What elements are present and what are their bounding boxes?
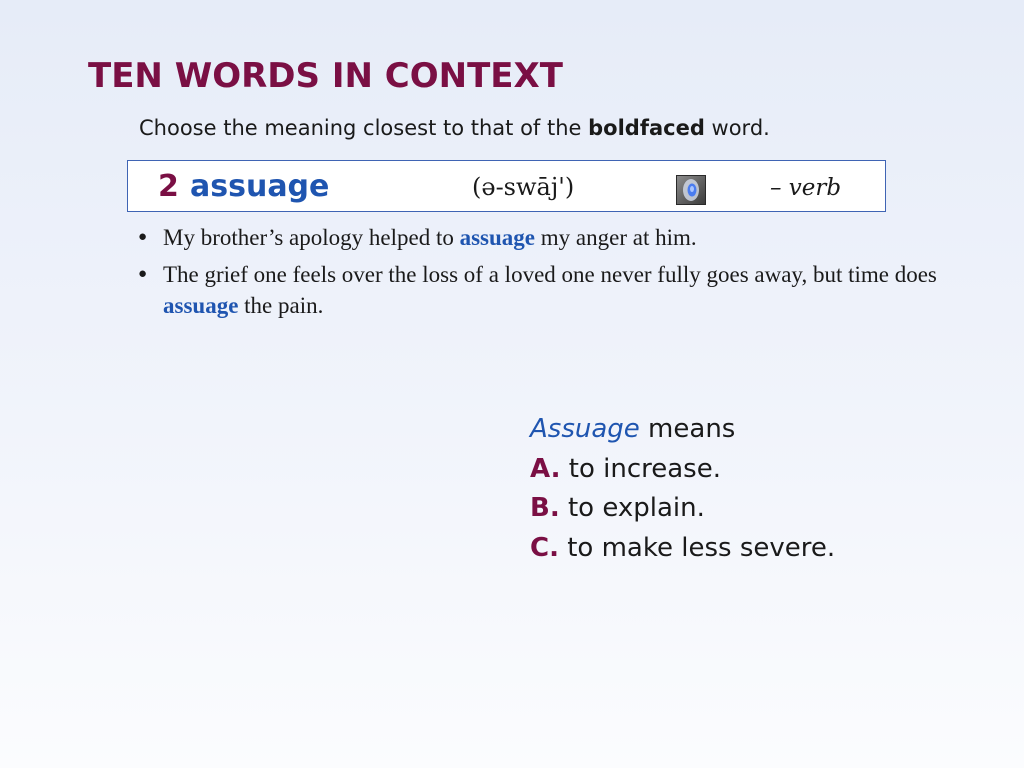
- instruction-before: Choose the meaning closest to that of the: [139, 116, 589, 140]
- example-keyword: assuage: [163, 293, 239, 318]
- option-letter: C.: [530, 532, 559, 563]
- word-entry-box: [127, 160, 886, 212]
- example-sentence: [138, 259, 938, 321]
- example-text-after: my anger at him.: [535, 225, 697, 250]
- option-letter: B.: [530, 493, 560, 523]
- instruction-bold: boldfaced: [588, 116, 705, 140]
- example-sentences: [138, 222, 938, 327]
- option-b[interactable]: [530, 489, 835, 529]
- example-sentence: [138, 222, 938, 253]
- vocabulary-word: assuage: [190, 169, 330, 204]
- bullet-icon: ●: [138, 266, 148, 282]
- bullet-icon: ●: [138, 229, 148, 245]
- option-c[interactable]: [530, 529, 835, 569]
- example-text-before: The grief one feels over the loss of a loved one never fully goes away, but time does: [163, 262, 937, 287]
- pronunciation: (ə-swāj'): [472, 173, 575, 201]
- option-text: to increase.: [560, 453, 721, 484]
- option-a[interactable]: [530, 450, 835, 490]
- question-stem: [530, 410, 835, 450]
- question-term: Assuage: [530, 414, 640, 444]
- example-text-after: the pain.: [238, 293, 324, 318]
- word-number: 2: [158, 169, 179, 204]
- speaker-icon[interactable]: [676, 175, 706, 205]
- example-keyword: assuage: [459, 225, 536, 250]
- option-text: to explain.: [559, 493, 705, 523]
- instruction-after: word.: [704, 116, 770, 140]
- speaker-icon-graphic: [677, 176, 705, 204]
- part-of-speech: – verb: [770, 175, 842, 201]
- question-stem-text: means: [639, 414, 736, 444]
- instruction-text: [139, 116, 770, 140]
- option-text: to make less severe.: [558, 532, 836, 563]
- question-block: [530, 410, 835, 568]
- option-letter: A.: [530, 453, 561, 484]
- slide-title: TEN WORDS IN CONTEXT: [88, 56, 563, 96]
- example-text-before: My brother’s apology helped to: [163, 225, 460, 250]
